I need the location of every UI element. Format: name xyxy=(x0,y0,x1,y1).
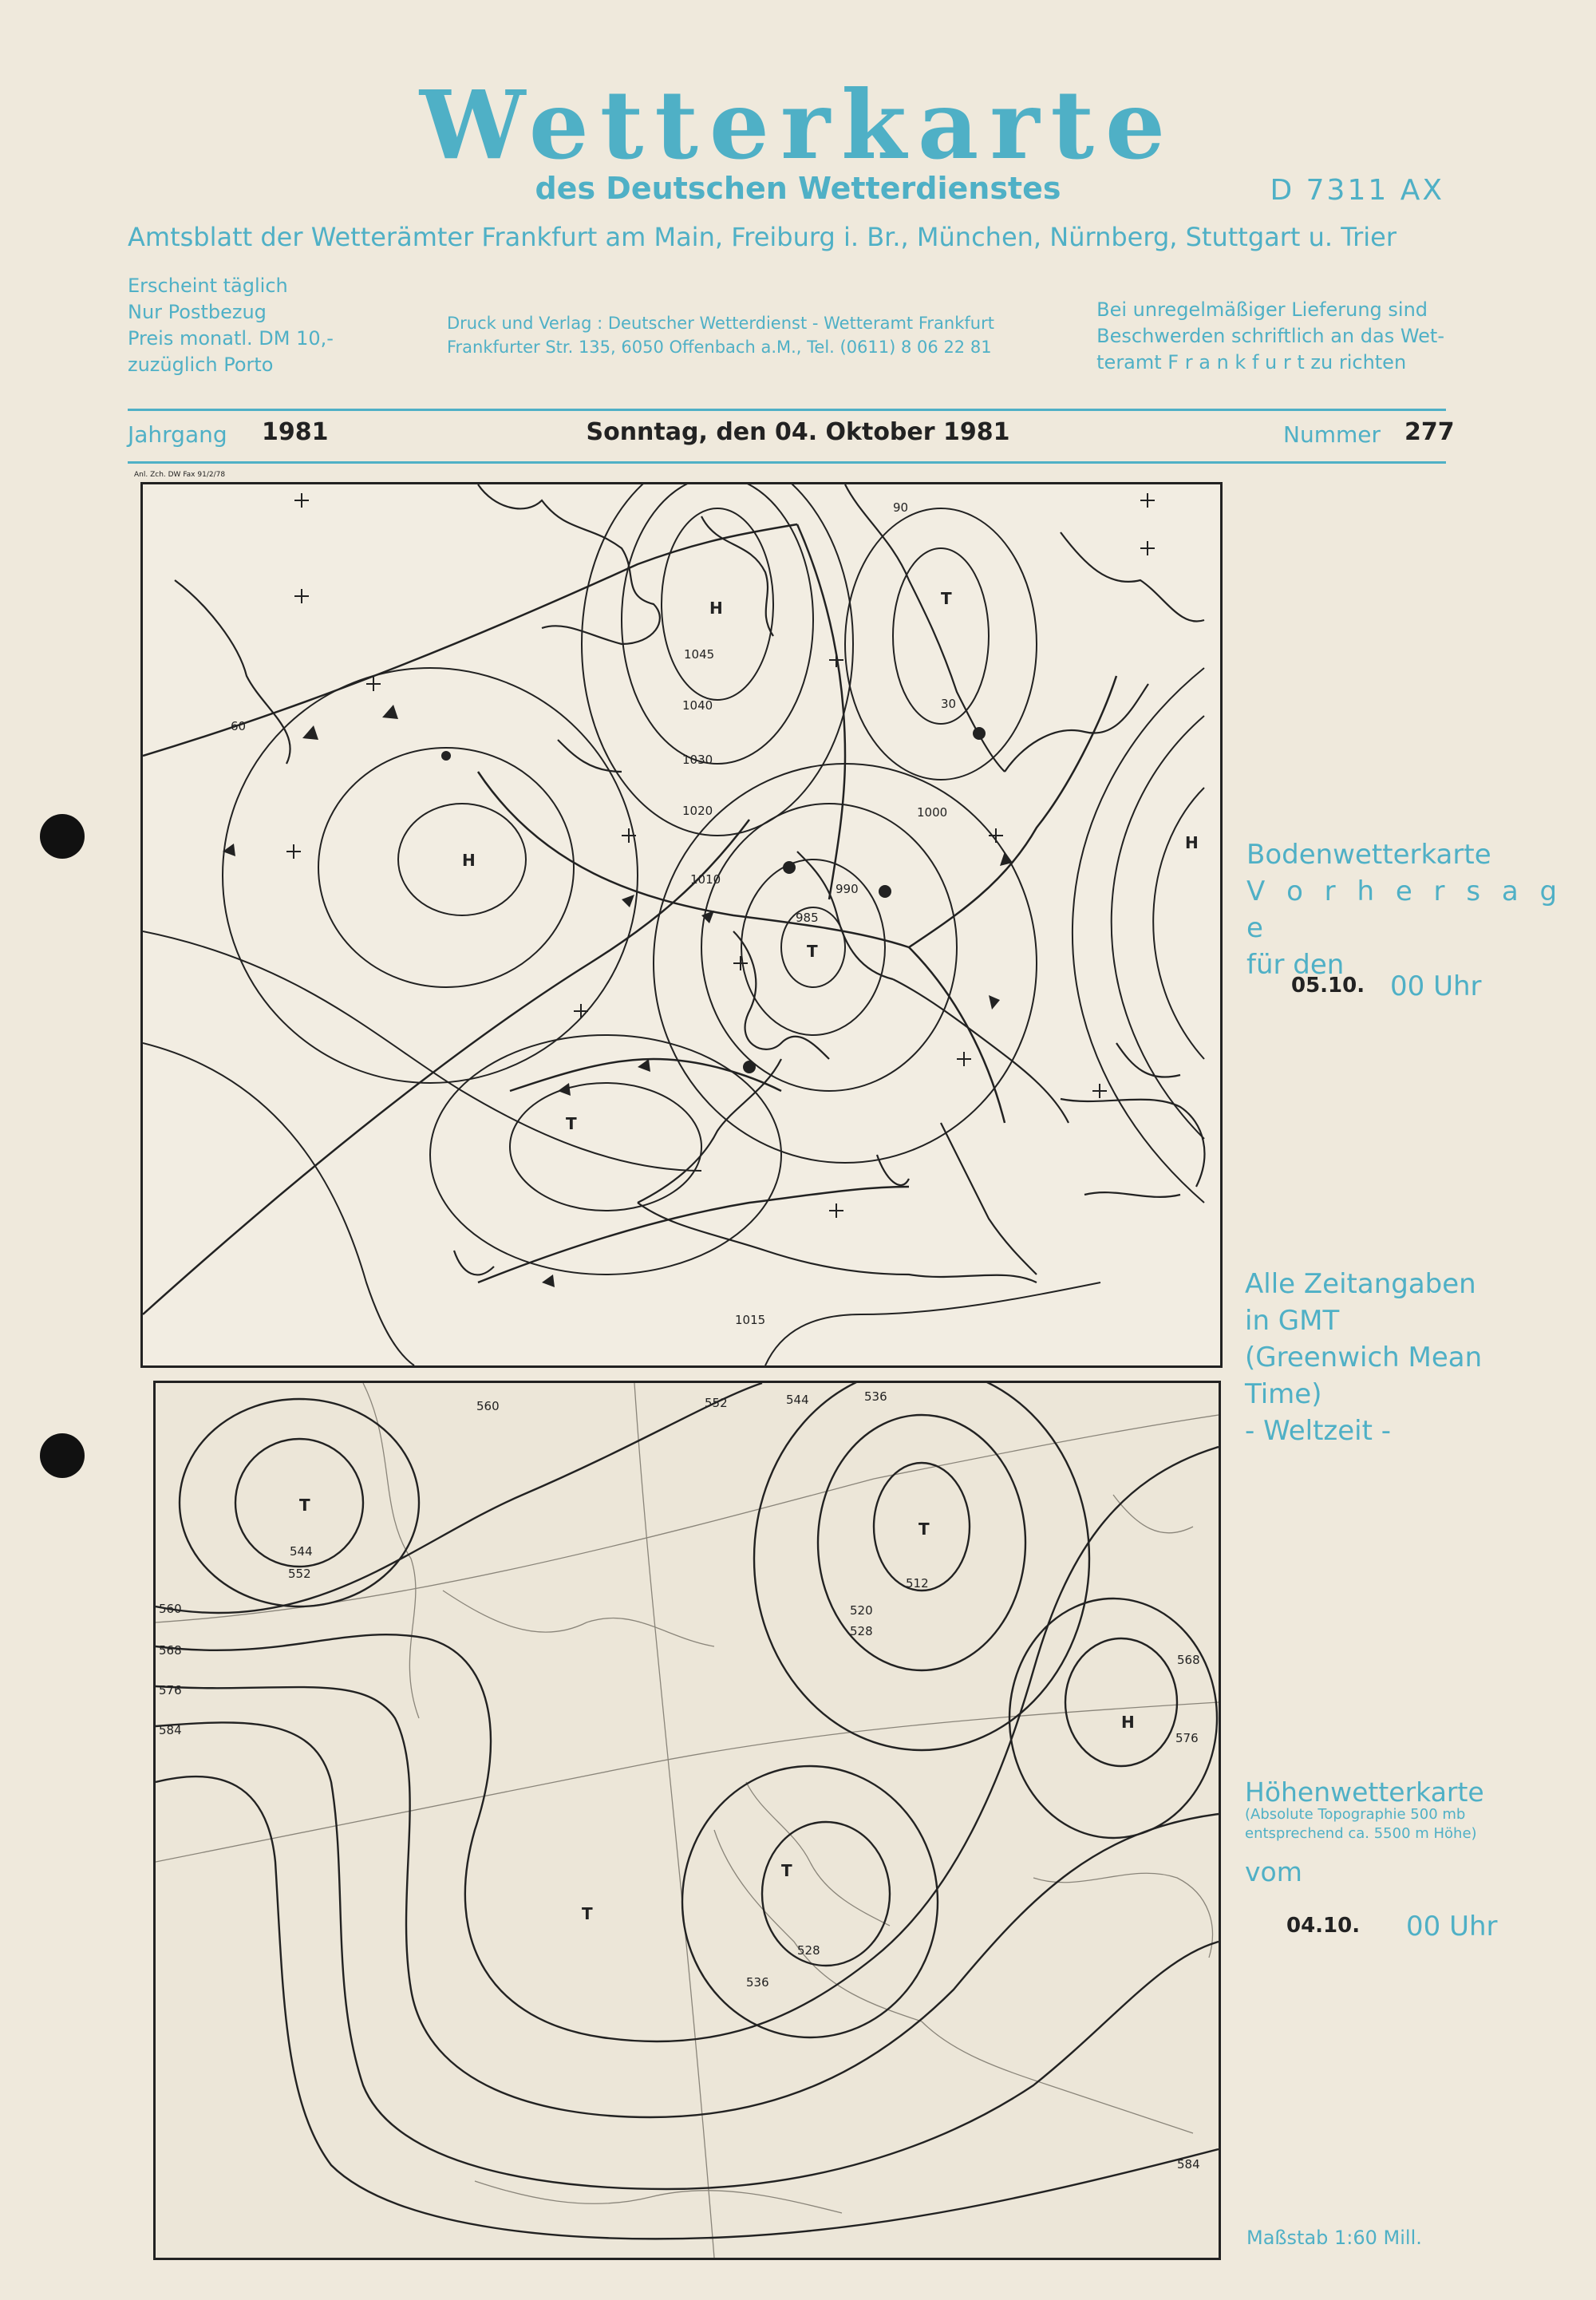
map-code: Anl. Zch. DW Fax 91/2/78 xyxy=(134,471,226,479)
contour-label: 584 xyxy=(1177,2157,1200,2172)
low-center: T xyxy=(566,1114,577,1133)
surface-map-caption xyxy=(1246,836,1596,983)
contour-label: 576 xyxy=(159,1683,182,1697)
subscription-line: Nur Postbezug xyxy=(128,301,267,323)
contour-label: 576 xyxy=(1175,1731,1199,1745)
isobar-label: 60 xyxy=(231,719,247,733)
contour-label: 528 xyxy=(850,1624,873,1638)
complaint-line: Bei unregelmäßiger Lieferung sind xyxy=(1096,298,1428,321)
subscription-line: Preis monatl. DM 10,- xyxy=(128,327,334,350)
time-note-line: Time) xyxy=(1245,1378,1322,1410)
isobar-label: 90 xyxy=(893,500,909,515)
contour-label: 552 xyxy=(705,1396,728,1410)
isobar-label: 985 xyxy=(796,911,819,925)
contour-label: 560 xyxy=(159,1602,182,1616)
time-note-line: in GMT xyxy=(1245,1305,1340,1337)
punch-hole xyxy=(40,814,85,859)
low-center: T xyxy=(299,1496,310,1515)
upper-map-drawing xyxy=(156,1383,1219,2258)
contour-label: 568 xyxy=(159,1643,182,1658)
complaint-line: Beschwerden schriftlich an das Wet- xyxy=(1096,325,1444,347)
contour-label: 544 xyxy=(290,1544,313,1559)
upper-map-time: 00 Uhr xyxy=(1406,1911,1498,1942)
isobars xyxy=(143,484,1204,1365)
publisher-line: Druck und Verlag : Deutscher Wetterdienst - Wetteramt Frankfurt xyxy=(447,314,994,333)
map-scale: Maßstab 1:60 Mill. xyxy=(1246,2227,1422,2249)
upper-map-note xyxy=(1245,1805,1477,1844)
high-center: H xyxy=(709,599,723,618)
header-rule-top xyxy=(128,409,1446,411)
surface-forecast-map xyxy=(140,482,1223,1368)
isobar-label: 1030 xyxy=(682,753,713,767)
low-center: T xyxy=(781,1861,792,1880)
low-center: T xyxy=(918,1520,930,1539)
jahrgang-value: 1981 xyxy=(262,418,329,446)
isobar-label: 990 xyxy=(836,882,859,896)
issue-date: Sonntag, den 04. Oktober 1981 xyxy=(586,418,1010,446)
complaint-info xyxy=(1096,297,1444,376)
isobar-label: 1015 xyxy=(735,1313,766,1327)
high-center: H xyxy=(1121,1713,1135,1732)
upper-map-from-label: vom xyxy=(1245,1856,1302,1887)
punch-hole xyxy=(40,1433,85,1478)
upper-map-date: 04.10. xyxy=(1286,1914,1361,1938)
surface-caption-line: Bodenwetterkarte xyxy=(1246,839,1491,871)
isobar-label: 1040 xyxy=(682,698,713,713)
upper-note-line: entsprechend ca. 5500 m Höhe) xyxy=(1245,1825,1477,1842)
subscription-line: zuzüglich Porto xyxy=(128,354,274,376)
contour-label: 552 xyxy=(288,1567,311,1581)
surface-labels xyxy=(231,500,1199,1327)
masthead-subtitle: des Deutschen Wetterdienstes xyxy=(535,171,1061,206)
contour-label: 568 xyxy=(1177,1653,1200,1667)
surface-map-date: 05.10. xyxy=(1291,974,1365,998)
contour-label: 520 xyxy=(850,1603,873,1618)
surface-caption-line: V o r h e r s a g e xyxy=(1246,875,1564,944)
surface-map-time: 00 Uhr xyxy=(1390,970,1482,1002)
contour-label: 528 xyxy=(797,1943,820,1958)
complaint-line: teramt F r a n k f u r t zu richten xyxy=(1096,351,1407,373)
low-center: T xyxy=(941,589,952,608)
jahrgang-label: Jahrgang xyxy=(128,421,227,448)
nummer-label: Nummer xyxy=(1283,421,1381,448)
isobar-label: 1010 xyxy=(690,872,721,887)
contour-label: 536 xyxy=(864,1389,887,1404)
nummer-value: 277 xyxy=(1404,418,1455,446)
low-center: T xyxy=(807,942,818,961)
subscription-info xyxy=(128,273,334,378)
front-symbols xyxy=(223,705,1013,1287)
low-center: T xyxy=(582,1904,593,1923)
contour-label: 560 xyxy=(476,1399,500,1413)
isobar-label: 1045 xyxy=(684,647,715,662)
surface-map-drawing xyxy=(143,484,1220,1365)
isobar-label: 1000 xyxy=(917,805,948,820)
contour-label: 544 xyxy=(786,1393,809,1407)
time-zone-note xyxy=(1245,1266,1482,1449)
upper-labels xyxy=(159,1389,1200,2172)
official-gazette-line: Amtsblatt der Wetterämter Frankfurt am Main, Freiburg i. Br., München, Nürnberg, Stuttgart u. Trier xyxy=(128,222,1396,252)
upper-note-line: (Absolute Topographie 500 mb xyxy=(1245,1806,1466,1823)
isobar-label: 1020 xyxy=(682,804,713,818)
upper-map-caption: Höhenwetterkarte xyxy=(1245,1776,1484,1808)
time-note-line: - Weltzeit - xyxy=(1245,1415,1392,1447)
header-rule-bottom xyxy=(128,461,1446,464)
time-note-line: Alle Zeitangaben xyxy=(1245,1268,1476,1300)
publisher-info xyxy=(447,311,994,359)
upper-air-map xyxy=(153,1381,1221,2260)
surface-caption-line: für den xyxy=(1246,949,1345,981)
height-contours xyxy=(156,1383,1219,2239)
time-note-line: (Greenwich Mean xyxy=(1245,1342,1483,1373)
contour-label: 584 xyxy=(159,1723,182,1737)
subscription-line: Erscheint täglich xyxy=(128,275,288,297)
isobar-label: 30 xyxy=(941,697,957,711)
publisher-line: Frankfurter Str. 135, 6050 Offenbach a.M., Tel. (0611) 8 06 22 81 xyxy=(447,338,992,357)
contour-label: 536 xyxy=(746,1975,769,1990)
document-number: D 7311 AX xyxy=(1270,174,1444,207)
masthead-title: Wetterkarte xyxy=(419,69,1177,180)
high-center: H xyxy=(1185,833,1199,852)
contour-label: 512 xyxy=(906,1576,929,1591)
high-center: H xyxy=(462,851,476,870)
